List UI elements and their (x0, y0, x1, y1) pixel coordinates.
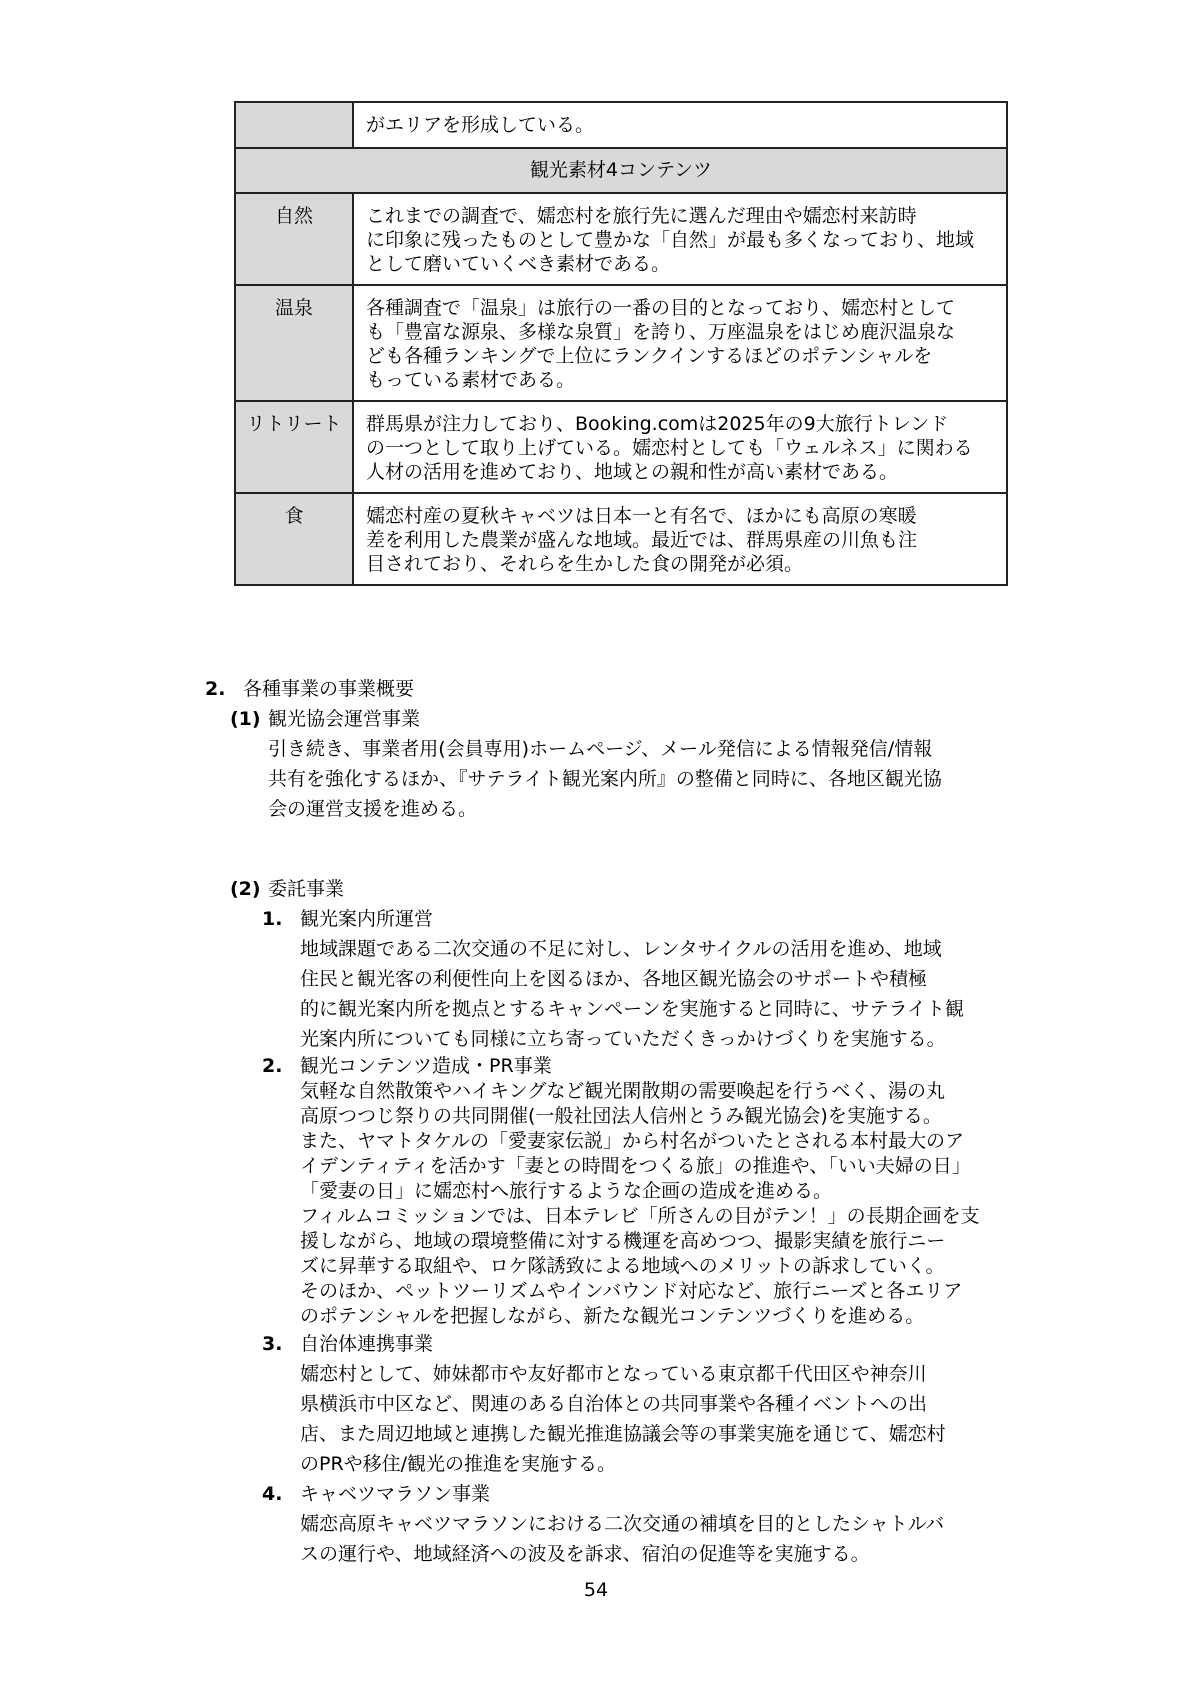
row-label-food: 食 (235, 493, 353, 585)
item-2-body: 気軽な自然散策やハイキングなど観光閑散期の需要喚起を行うべく、湯の丸 高原つつじ祭りの共同開催(一般社団法人信州とうみ観光協会)を実施する。 また、ヤマトタケルの「愛妻家伝説」から村名がついたとされる本村最大のア イデンティティを活かす「妻との時間をつくる旅」の推進や、「いい夫婦の日」 「愛妻の日」に嬬恋村へ旅行するような企画の造成を進める。 フィルムコミッションでは、日本テレビ「所さんの目がテン！」の長期企画を支 援しながら、地域の環境整備に対する機運を高めつつ、撮影実績を旅行ニー ズに昇華する取組や、ロケ隊誘致による地域へのメリットの訴求していく。 そのほか、ペットツーリズムやインバウンド対応など、旅行ニーズと各エリア のポテンシャルを把握しながら、新たな観光コンテンツづくりを進める。 (300, 1080, 980, 1327)
item-heading-4 (262, 1479, 1025, 1509)
item-title: キャベツマラソン事業 (300, 1483, 491, 1505)
item-number: 4. (262, 1483, 283, 1505)
subsection-title: 委託事業 (268, 878, 345, 900)
row-label-nature: 自然 (235, 193, 353, 285)
table-row (235, 493, 1007, 585)
section-number: 2. (205, 678, 226, 700)
item-title: 観光案内所運営 (300, 908, 434, 930)
item-title: 観光コンテンツ造成・PR事業 (300, 1055, 552, 1077)
item-4-body: 嬬恋高原キャベツマラソンにおける二次交通の補填を目的としたシャトルバ スの運行や、地域経済への波及を訴求、宿泊の促進等を実施する。 (300, 1513, 945, 1565)
item-heading-2 (262, 1054, 1025, 1079)
section-title: 各種事業の事業概要 (243, 678, 415, 700)
row-label-onsen: 温泉 (235, 285, 353, 401)
row-desc-onsen: 各種調査で「温泉」は旅行の一番の目的となっており、嬬恋村として も「豊富な源泉、多様な泉質」を誇り、万座温泉をはじめ鹿沢温泉な ども各種ランキングで上位にランクインするほどのポテンシャルを もっている素材である。 (353, 285, 1007, 401)
table-header: 観光素材4コンテンツ (235, 148, 1007, 193)
item-3-body: 嬬恋村として、姉妹都市や友好都市となっている東京都千代田区や神奈川 県横浜市中区など、関連のある自治体との共同事業や各種イベントへの出 店、また周辺地域と連携した観光推進協議会等の事業実施を通じて、嬬恋村 のPRや移住/観光の推進を実施する。 (300, 1363, 946, 1475)
row-label-retreat: リトリート (235, 401, 353, 493)
subsection-title: 観光協会運営事業 (268, 708, 421, 730)
page-number: 54 (583, 1579, 609, 1601)
subsection-number: (2) (230, 878, 261, 900)
table-row (235, 401, 1007, 493)
item-number: 1. (262, 908, 283, 930)
subsection-1-body: 引き続き、事業者用(会員専用)ホームページ、メール発信による情報発信/情報 共有を強化するほか、『サテライト観光案内所』の整備と同時に、各地区観光協 会の運営支援を進める。 (268, 738, 942, 820)
row-desc-nature: これまでの調査で、嬬恋村を旅行先に選んだ理由や嬬恋村来訪時 に印象に残ったものとして豊かな「自然」が最も多くなっており、地域 として磨いていくべき素材である。 (353, 193, 1007, 285)
table-row (235, 193, 1007, 285)
row-desc-retreat: 群馬県が注力しており、Booking.comは2025年の9大旅行トレンド の一つとして取り上げている。嬬恋村としても「ウェルネス」に関わる 人材の活用を進めており、地域との親和性が高い素材である。 (353, 401, 1007, 493)
tourism-content-table (234, 101, 1008, 586)
item-heading-1 (262, 904, 1025, 934)
subsection-number: (1) (230, 708, 261, 730)
section-2 (205, 674, 1025, 1569)
item-number: 3. (262, 1333, 283, 1355)
subsection-heading-2 (230, 874, 1025, 904)
item-title: 自治体連携事業 (300, 1333, 434, 1355)
item-heading-3 (262, 1329, 1025, 1359)
subsection-heading-1 (230, 704, 1025, 734)
table-top-row-text: がエリアを形成している。 (353, 102, 1007, 148)
table-row (235, 285, 1007, 401)
section-heading (205, 674, 1025, 704)
item-number: 2. (262, 1055, 283, 1077)
item-1-body: 地域課題である二次交通の不足に対し、レンタサイクルの活用を進め、地域 住民と観光客の利便性向上を図るほか、各地区観光協会のサポートや積極 的に観光案内所を拠点とするキャンペーンを実施すると同時に、サテライト観 光案内所についても同様に立ち寄っていただくきっかけづくりを実施する。 (300, 938, 965, 1050)
row-desc-food: 嬬恋村産の夏秋キャベツは日本一と有名で、ほかにも高原の寒暖 差を利用した農業が盛んな地域。最近では、群馬県産の川魚も注 目されており、それらを生かした食の開発が必須。 (353, 493, 1007, 585)
table-empty-label-cell (235, 102, 353, 148)
